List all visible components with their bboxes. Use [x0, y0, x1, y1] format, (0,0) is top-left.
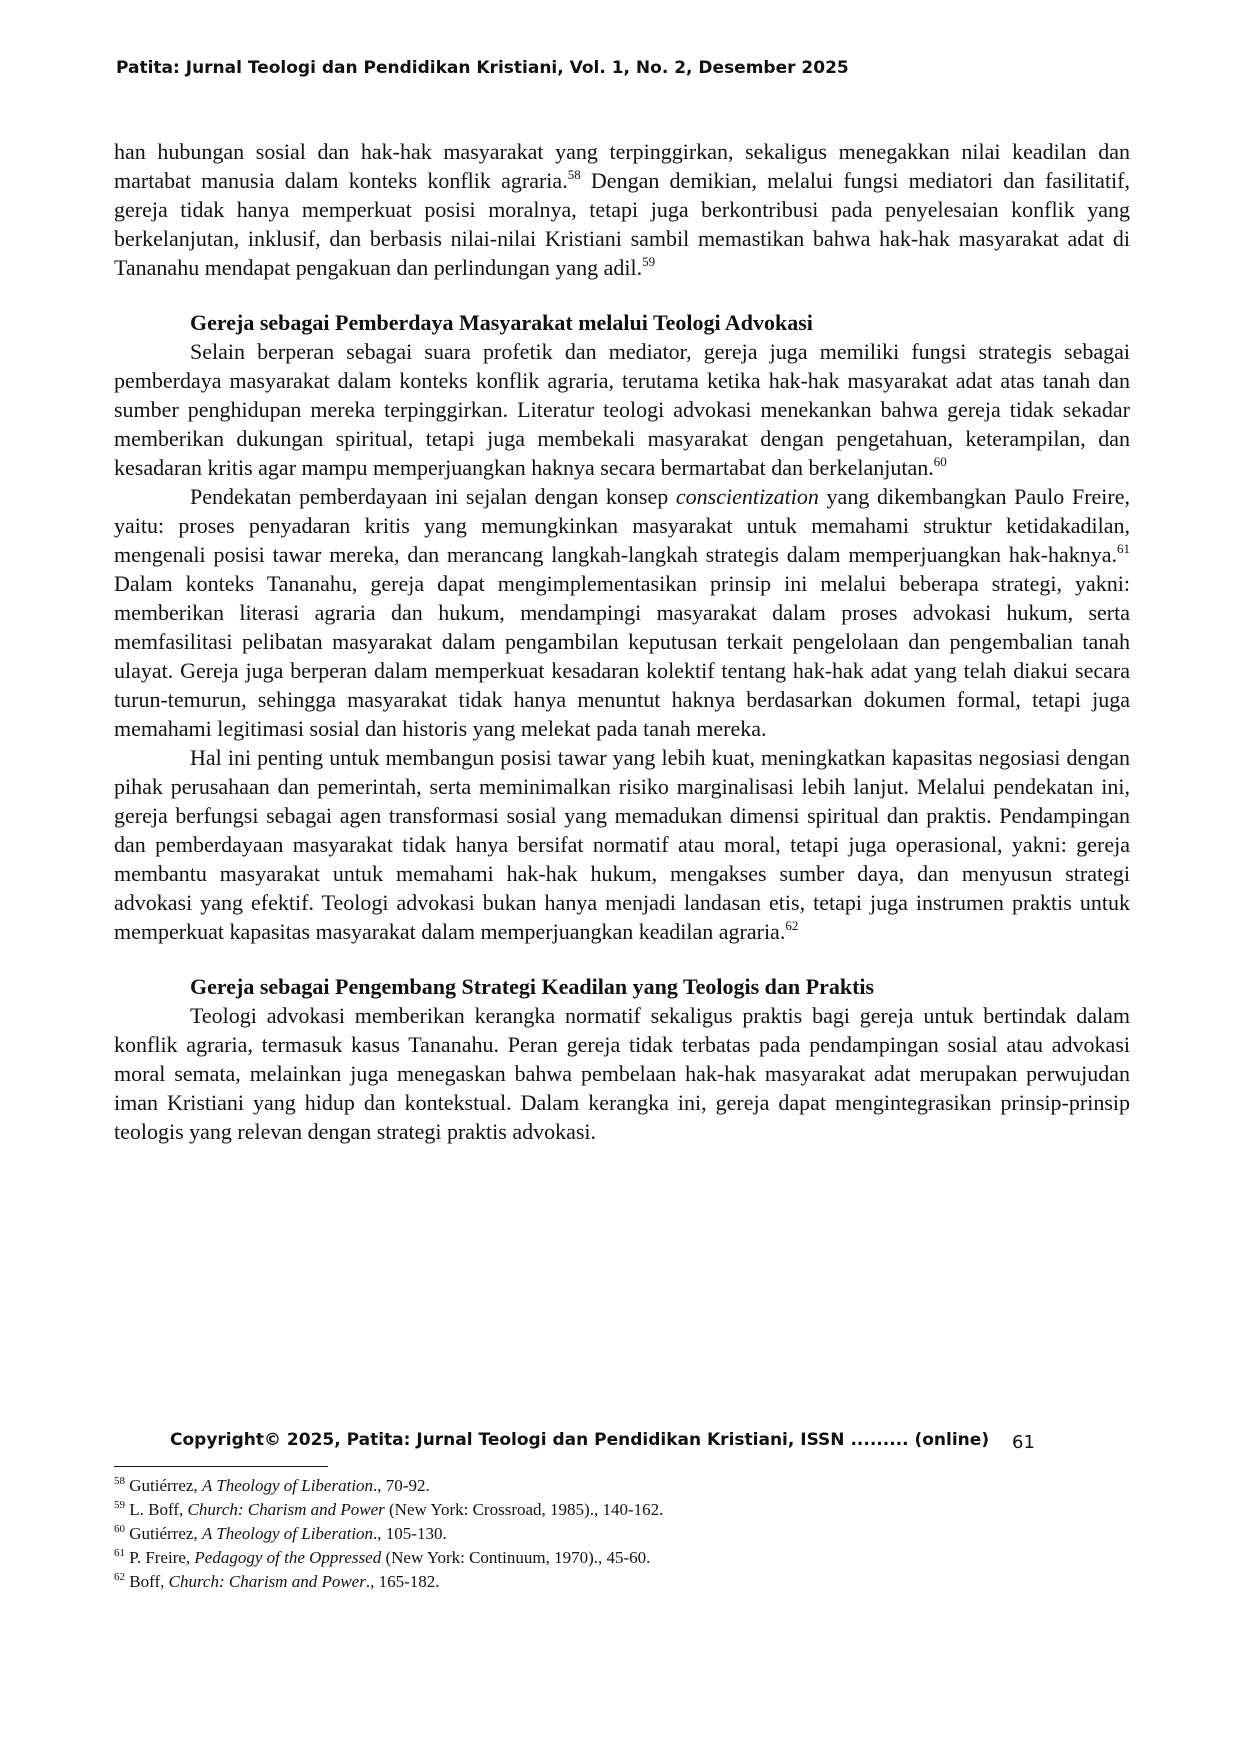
paragraph [114, 482, 1130, 743]
spacer [114, 282, 1130, 308]
footnote [114, 1522, 1014, 1546]
footnote-ref[interactable]: 60 [933, 453, 947, 469]
footnote-text: ., 105-130. [373, 1524, 447, 1543]
text-run: Dalam konteks Tananahu, gereja dapat mengimplementasikan prinsip ini melalui beberapa strategi, yakni: memberikan literasi agraria dan hukum, mendampingi masyarakat dalam proses advokasi hukum, serta memfasilitasi pelibatan masyarakat dalam pengambilan keputusan terkait pengelolaan dan pengembalian tanah ulayat. Gereja juga berperan dalam memperkuat kesadaran kolektif tentang hak-hak adat yang telah diakui secara turun-temurun, sehingga masyarakat tidak hanya menuntut haknya berdasarkan dokumen formal, tetapi juga memahami legitimasi sosial dan historis yang melekat pada tanah mereka. [114, 571, 1130, 741]
footnote-divider [114, 1466, 328, 1467]
text-run: Teologi advokasi memberikan kerangka normatif sekaligus praktis bagi gereja untuk bertindak dalam konflik agraria, termasuk kasus Tananahu. Peran gereja tidak terbatas pada pendampingan sosial atau advokasi moral semata, melainkan juga menegaskan bahwa pembelaan hak-hak masyarakat adat merupakan perwujudan iman Kristiani yang hidup dan kontekstual. Dalam kerangka ini, gereja dapat mengintegrasikan prinsip-prinsip teologis yang relevan dengan strategi praktis advokasi. [114, 1003, 1130, 1144]
footnote [114, 1498, 1014, 1522]
paragraph [114, 1001, 1130, 1146]
text-run: Selain berperan sebagai suara profetik dan mediator, gereja juga memiliki fungsi strategis sebagai pemberdaya masyarakat dalam konteks konflik agraria, terutama ketika hak-hak masyarakat adat atas tanah dan sumber penghidupan mereka terpinggirkan. Literatur teologi advokasi menekankan bahwa gereja tidak sekadar memberikan dukungan spiritual, tetapi juga membekali masyarakat dengan pengetahuan, keterampilan, dan kesadaran kritis agar mampu memperjuangkan haknya secara bermartabat dan berkelanjutan. [114, 339, 1130, 480]
footer-copyright: Copyright© 2025, Patita: Jurnal Teologi dan Pendidikan Kristiani, ISSN ......... (online) [170, 1430, 990, 1450]
footnote [114, 1546, 1014, 1570]
running-header: Patita: Jurnal Teologi dan Pendidikan Kristiani, Vol. 1, No. 2, Desember 2025 [116, 58, 849, 78]
text-run: Hal ini penting untuk membangun posisi tawar yang lebih kuat, meningkatkan kapasitas negosiasi dengan pihak perusahaan dan pemerintah, serta meminimalkan risiko marginalisasi lebih lanjut. Melalui pendekatan ini, gereja berfungsi sebagai agen transformasi sosial yang memadukan dimensi spiritual dan praktis. Pendampingan dan pemberdayaan masyarakat tidak hanya bersifat normatif atau moral, tetapi juga operasional, yakni: gereja membantu masyarakat untuk memahami hak-hak hukum, mengakses sumber daya, dan menyusun strategi advokasi yang efektif. Teologi advokasi bukan hanya menjadi landasan etis, tetapi juga instrumen praktis untuk memperkuat kapasitas masyarakat dalam memperjuangkan keadilan agraria. [114, 745, 1130, 944]
footnote-ref[interactable]: 59 [642, 253, 656, 269]
footnote-ref[interactable]: 61 [1117, 540, 1130, 556]
footnote-number: 58 [114, 1475, 125, 1488]
footnote-text: (New York: Continuum, 1970)., 45-60. [381, 1548, 651, 1567]
footnote-text: L. Boff, [125, 1500, 188, 1519]
footnote [114, 1570, 1014, 1594]
footnote-number: 62 [114, 1571, 125, 1584]
section-heading: Gereja sebagai Pemberdaya Masyarakat melalui Teologi Advokasi [190, 310, 813, 335]
footnote-text: ., 165-182. [365, 1572, 440, 1591]
footnote-title: Church: Charism and Power [168, 1572, 366, 1591]
paragraph [114, 743, 1130, 946]
text-run: yang dikembangkan Paulo Freire, yaitu: proses penyadaran kritis yang memungkinkan masyarakat untuk memahami struktur ketidakadilan, mengenali posisi tawar mereka, dan merancang langkah-langkah strategis dalam memperjuangkan hak-haknya. [114, 484, 1130, 567]
footnote-title: Church: Charism and Power [187, 1500, 385, 1519]
footnote-number: 61 [114, 1547, 125, 1560]
footnote-title: A Theology of Liberation [201, 1524, 374, 1543]
footnote-title: Pedagogy of the Oppressed [194, 1548, 382, 1567]
spacer [114, 946, 1130, 972]
text-run: Dengan demikian, melalui fungsi mediatori dan fasilitatif, gereja tidak hanya memperkuat posisi moralnya, tetapi juga berkontribusi pada penyelesaian konflik yang berkelanjutan, inklusif, dan berbasis nilai-nilai Kristiani sambil memastikan bahwa hak-hak masyarakat adat di Tananahu mendapat pengakuan dan perlindungan yang adil. [114, 168, 1130, 280]
footnote-text: Gutiérrez, [125, 1476, 202, 1495]
footnote-text: ., 70-92. [373, 1476, 430, 1495]
text-run: Pendekatan pemberdayaan ini sejalan dengan konsep [190, 484, 676, 509]
footnote-text: P. Freire, [125, 1548, 195, 1567]
footnote-text: Gutiérrez, [125, 1524, 202, 1543]
section-heading: Gereja sebagai Pengembang Strategi Keadilan yang Teologis dan Praktis [190, 974, 875, 999]
paragraph [114, 337, 1130, 482]
footnote-text: Boff, [125, 1572, 169, 1591]
footnote-title: A Theology of Liberation [201, 1476, 374, 1495]
italic-term: conscientization [675, 484, 819, 509]
footnote-ref[interactable]: 58 [567, 166, 581, 182]
text-run: han hubungan sosial dan hak-hak masyarakat yang terpinggirkan, sekaligus menegakkan nilai keadilan dan martabat manusia dalam konteks konflik agraria. [114, 139, 1130, 193]
body-text [114, 137, 1130, 1146]
footnote-number: 59 [114, 1499, 125, 1512]
footnote-ref[interactable]: 62 [785, 917, 799, 933]
page-number: 61 [1012, 1432, 1035, 1453]
footnote-number: 60 [114, 1523, 125, 1536]
footnote-text: (New York: Crossroad, 1985)., 140-162. [384, 1500, 664, 1519]
paragraph-continued [114, 137, 1130, 282]
footnote [114, 1474, 1014, 1498]
footnotes [114, 1474, 1014, 1594]
